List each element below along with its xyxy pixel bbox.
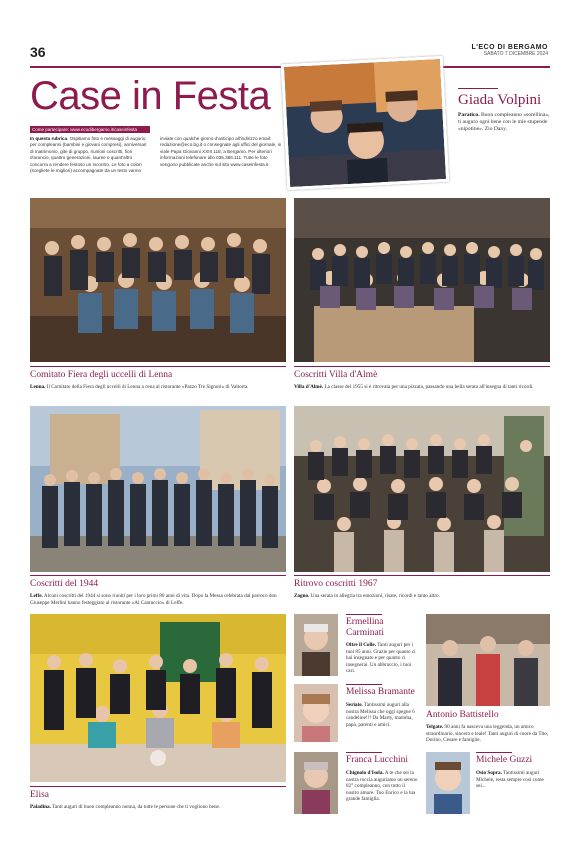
intro-text — [30, 136, 148, 174]
name-franca: Franca Lucchini — [346, 755, 408, 765]
name-1944: Coscritti del 1944 — [30, 579, 99, 589]
text-1944: Alcuni coscritti del 1944 si sono riuniti per i loro primi 80 anni di vita. Dopo la Messa celebrata dal parroco don Giuseppe Merlini hanno festeggiato al ristorante «Al Cantuccio» di Leffe. — [30, 593, 277, 606]
place-villa: Villa d'Almè. — [294, 384, 324, 390]
section-title: Case in Festa — [30, 74, 271, 118]
issue-date: SABATO 7 DICEMBRE 2024 — [483, 51, 548, 57]
text-melissa: Tantissimi auguri alla nostra Melissa che oggi spegne 6 candeline!!! Da Marty, mamma, papà, parenti e amici. — [346, 702, 415, 728]
caption-1944 — [30, 593, 286, 606]
masthead — [471, 44, 548, 57]
text-villa: La classe del 1955 si è ritrovata per una pizzata, passando una bella serata all'insegna di tanti ricordi. — [324, 384, 534, 390]
name-antonio: Antonio Battistello — [426, 710, 499, 720]
photo-ermellina — [294, 614, 338, 676]
photo-antonio — [426, 614, 550, 706]
photo-melissa — [294, 684, 338, 742]
text-antonio: 90 anni fa nasceva una leggenda, un amico straordinario, sincero e leale! Tanti auguri di cuore da Tito, Dorino, Cesare e famiglie. — [426, 724, 549, 744]
photo-giada — [281, 56, 449, 190]
place-giada: Paratico. — [458, 112, 480, 118]
photo-1967 — [294, 406, 550, 572]
place-franca: Chignolo d'Isola. — [346, 770, 384, 776]
place-antonio: Telgate. — [426, 724, 444, 730]
photo-elisa — [30, 614, 286, 782]
text-franca: A te che sei la nostra roccia auguriamo un sereno 82° compleanno, con tutto il nostro amore. Tuo Enrico e la tua grande famiglia. — [346, 770, 418, 803]
photo-michele — [426, 752, 470, 814]
caption-lenna — [30, 384, 286, 391]
place-lenna: Lenna. — [30, 384, 46, 390]
name-elisa: Elisa — [30, 790, 49, 800]
caption-elisa — [30, 804, 286, 811]
text-1967: Una serata in allegria tra emozioni, risate, ricordi e tanto altro. — [310, 593, 440, 599]
photo-franca — [294, 752, 338, 814]
photo-lenna — [30, 198, 286, 362]
place-ermellina: Oltre il Colle. — [346, 642, 377, 648]
photo-villa — [294, 198, 550, 362]
text-lenna: Il Comitato della Fiera degli uccelli di Lenna a cena al ristorante «Pazzo Tre Signori» di Valtorta. — [46, 384, 249, 390]
participation-bar: Come partecipare: www.ecodibergamo.it/caseinfesta — [30, 126, 150, 133]
rule-ermellina — [346, 614, 382, 615]
intro-lead: In questa rubrica — [30, 136, 68, 141]
name-1967: Ritrovo coscritti 1967 — [294, 579, 378, 589]
text-michele: Tantissimi auguri Michele, resta sempre così come sei... — [476, 770, 544, 790]
caption-giada — [458, 112, 552, 133]
text-giada: Buon compleanno «sorellina», ti auguro ogni bene con le mie stupende «nipotine». Zio Dany. — [458, 112, 550, 132]
photo-1944 — [30, 406, 286, 572]
name-michele: Michele Guzzi — [476, 755, 533, 765]
name-lenna: Comitato Fiera degli uccelli di Lenna — [30, 370, 173, 380]
caption-ermellina — [346, 642, 418, 675]
rule-elisa — [30, 786, 286, 787]
rule-giada — [458, 88, 498, 89]
rule-melissa — [346, 684, 382, 685]
caption-franca — [346, 770, 418, 803]
place-1967: Zogno. — [294, 593, 310, 599]
caption-1967 — [294, 593, 550, 600]
text-elisa: Tanti auguri di buon compleanno nonna, da tutte le persone che ti vogliono bene. — [52, 804, 221, 810]
rule-lenna — [30, 366, 286, 367]
rule-1944 — [30, 575, 286, 576]
rule-1967 — [294, 575, 550, 576]
place-melissa: Seriate. — [346, 702, 363, 708]
page-number: 36 — [30, 44, 46, 60]
name-villa: Coscritti Villa d'Almè — [294, 370, 378, 380]
text-ermellina: Tanti auguri per i tuoi 85 anni. Grazie per quanto ci hai insegnato e per quanto ci insegnerai. Un abbraccio, i tuoi cari. — [346, 642, 416, 675]
caption-villa — [294, 384, 550, 391]
caption-michele — [476, 770, 550, 790]
rule-villa — [294, 366, 550, 367]
rule-franca — [346, 752, 382, 753]
caption-antonio — [426, 724, 550, 744]
caption-melissa — [346, 702, 418, 728]
intro-body: . Ospitiamo foto e messaggi di augurio per compleanni (bambini e giovani compresi), anniversari di matrimonio, gite di gruppo, riunioni coscritti, fiori d'arancio, quattro generazioni, lauree e quant'altro concorra a rendere festoso un incontro. Le foto a colori (scegliete le migliori) accompagnate da un testo vanno — [30, 136, 147, 174]
paper-name: L'ECO DI BERGAMO — [471, 44, 548, 51]
place-elisa: Paladina. — [30, 804, 51, 810]
name-melissa: Melissa Bramante — [346, 687, 415, 697]
rule-michele — [476, 752, 512, 753]
place-1944: Leffe. — [30, 593, 43, 599]
place-michele: Osio Sopra. — [476, 770, 502, 776]
name-ermellina: Ermellina Carminati — [346, 617, 384, 638]
intro-text-2: inviate con qualche giorno d'anticipo all'indirizzo email: redazione@eco.bg.it o consegnate agli uffici del giornale, in viale Papa Giovanni XXIII 118, a Bergamo. Per ulteriori informazioni telefonare allo 035.386.111. Tutte le foto vengono pubblicate anche sul sito www.caseinfesta.it — [160, 136, 282, 167]
name-giada: Giada Volpini — [458, 92, 542, 108]
